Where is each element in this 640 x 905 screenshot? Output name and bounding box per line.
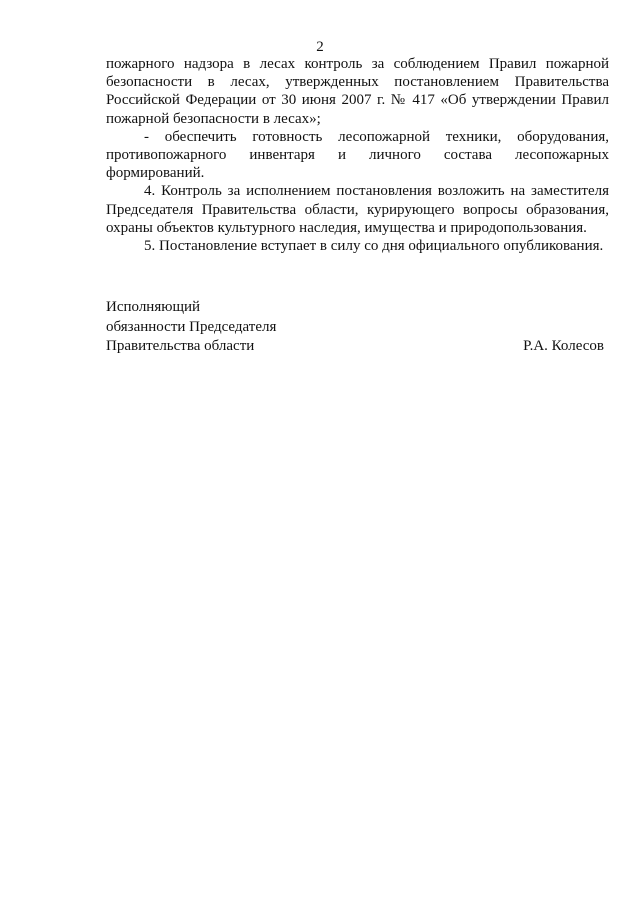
paragraph-effective-date: 5. Постановление вступает в силу со дня официального опубликования. (144, 238, 604, 255)
signatory-name: Р.А. Колесов (523, 338, 604, 354)
paragraph-control-assignment: 4. Контроль за исполнением постановления возложить на заместителя Председателя Правительства области, курирующего вопросы образования, охраны объектов культурного наследия, имущества и природопользования. (106, 183, 609, 236)
signature-title-line-1 (106, 298, 604, 318)
signature-title-text-3: Правительства области (106, 338, 255, 354)
signature-title-line-2 (106, 318, 604, 338)
signature-title-text-2: обязанности Председателя (106, 318, 277, 335)
paragraph-equipment-readiness: - обеспечить готовность лесопожарной техники, оборудования, противопожарного инвентаря и личного состава лесопожарных формирований. (106, 128, 609, 182)
signature-title-text-1: Исполняющий (106, 299, 201, 315)
page-number: 2 (316, 39, 324, 55)
signature-title-line-3 (106, 337, 604, 357)
document-body (106, 55, 609, 255)
signature-block (106, 298, 604, 357)
paragraph-continuation: пожарного надзора в лесах контроль за соблюдением Правил пожарной безопасности в лесах, утвержденных постановлением Правительства Российской Федерации от 30 июня 2007 г. № 417 «Об утверждении Правил пожарной безопасности в лесах»; (106, 56, 609, 127)
